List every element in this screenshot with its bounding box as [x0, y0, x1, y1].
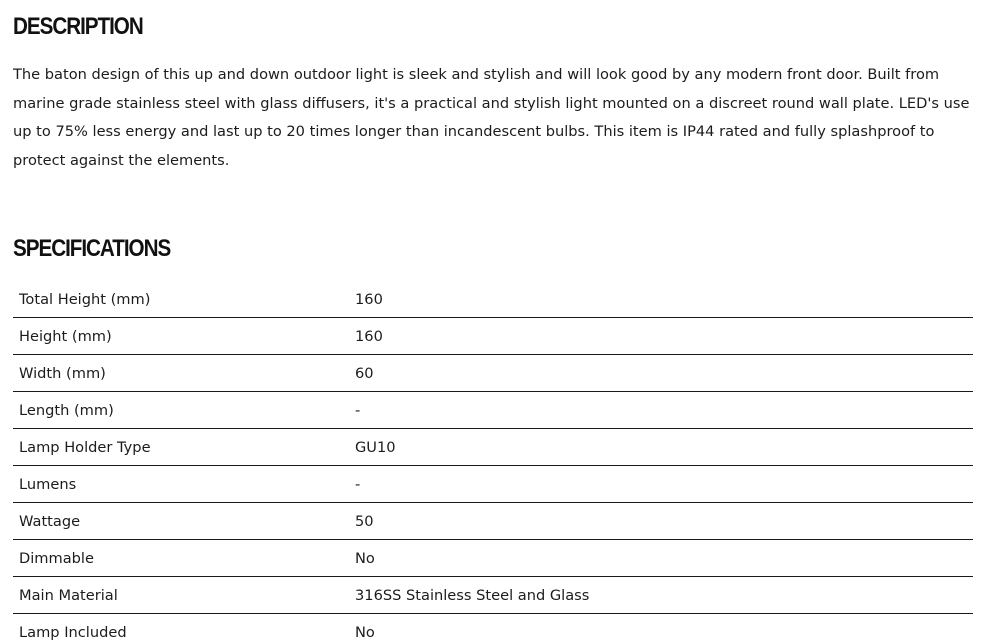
spec-row-height — [13, 318, 973, 355]
description-heading: DESCRIPTION — [13, 13, 143, 40]
spec-row-lamp-holder-type — [13, 429, 973, 466]
spec-value: 50 — [355, 503, 973, 540]
spec-label: Lamp Included — [19, 623, 127, 641]
spec-value: - — [355, 466, 973, 503]
spec-value: - — [355, 392, 973, 429]
spec-row-length — [13, 392, 973, 429]
spec-row-width — [13, 355, 973, 392]
spec-label: Dimmable — [13, 540, 355, 577]
spec-row-total-height — [13, 281, 973, 318]
specifications-table — [13, 281, 973, 644]
spec-row-wattage — [13, 503, 973, 540]
spec-value: 60 — [355, 355, 973, 392]
spec-value: 160 — [355, 318, 973, 355]
spec-label: Lamp Holder Type — [13, 429, 355, 466]
spec-label: Width (mm) — [13, 355, 355, 392]
spec-row-lamp-included — [13, 614, 973, 644]
spec-row-lumens — [13, 466, 973, 503]
spec-label: Lumens — [13, 466, 355, 503]
spec-value: 316SS Stainless Steel and Glass — [355, 577, 973, 614]
specifications-heading: SPECIFICATIONS — [13, 235, 171, 262]
spec-label: Total Height (mm) — [13, 281, 355, 318]
description-text: The baton design of this up and down outdoor light is sleek and stylish and will look good by any modern front door. Built from marine grade stainless steel with glass diffusers, it's a practical and stylish light mounted on a discreet round wall plate. LED's use up to 75% less energy and last up to 20 times longer than incandescent bulbs. This item is IP44 rated and fully splashproof to protect against the elements. — [13, 66, 970, 169]
spec-label: Wattage — [13, 503, 355, 540]
spec-row-main-material — [13, 577, 973, 614]
spec-value: 160 — [355, 281, 973, 318]
spec-value: No — [355, 540, 973, 577]
spec-row-dimmable — [13, 540, 973, 577]
spec-label: Length (mm) — [13, 392, 355, 429]
spec-value: No — [355, 623, 375, 641]
spec-value: GU10 — [355, 429, 973, 466]
spec-label: Main Material — [13, 577, 355, 614]
spec-label: Height (mm) — [13, 318, 355, 355]
